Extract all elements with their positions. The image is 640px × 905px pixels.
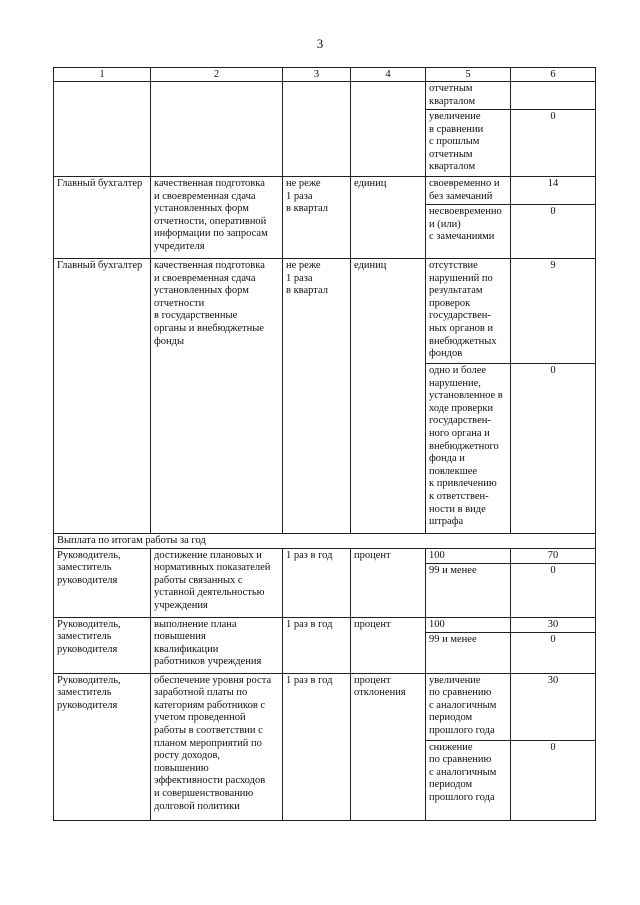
cell-score: 0 — [511, 563, 596, 617]
table-row — [54, 617, 596, 632]
table-row — [54, 259, 596, 364]
cell-unit: процент отклонения — [351, 673, 426, 820]
cell-position: Главный бухгалтер — [54, 259, 151, 534]
cell-score: 0 — [511, 205, 596, 259]
cell-condition: увеличение по сравнению с аналогичным периодом прошлого года — [426, 673, 511, 740]
cell-condition: увеличение в сравнении с прошлым отчетным кварталом — [426, 110, 511, 177]
cell-position: Руководитель, заместитель руководителя — [54, 617, 151, 673]
cell-position — [54, 82, 151, 177]
cell-criterion: обеспечение уровня роста заработной платы по категориям работников с учетом проведенной работы в соответствии с планом мероприятий по росту доходов, повышению эффективности расходов и совершенствованию долговой политики — [151, 673, 283, 820]
cell-score: 30 — [511, 673, 596, 740]
cell-criterion: качественная подготовка и своевременная сдача установленных форм отчетности в государственные органы и внебюджетные фонды — [151, 259, 283, 534]
cell-condition: 99 и менее — [426, 632, 511, 673]
cell-period: не реже 1 раза в квартал — [283, 259, 351, 534]
cell-condition: 99 и менее — [426, 563, 511, 617]
cell-period: не реже 1 раза в квартал — [283, 177, 351, 259]
cell-score: 70 — [511, 548, 596, 563]
table-row — [54, 548, 596, 563]
cell-condition: своевременно и без замечаний — [426, 177, 511, 205]
cell-unit: процент — [351, 548, 426, 617]
cell-unit — [351, 82, 426, 177]
cell-score: 30 — [511, 617, 596, 632]
cell-unit: единиц — [351, 177, 426, 259]
cell-criterion — [151, 82, 283, 177]
cell-score: 0 — [511, 364, 596, 534]
cell-period: 1 раз в год — [283, 673, 351, 820]
cell-condition: несвоевременно и (или) с замечаниями — [426, 205, 511, 259]
section-title: Выплата по итогам работы за год — [54, 534, 596, 549]
table-row — [54, 82, 596, 110]
col-header-2: 2 — [151, 68, 283, 82]
cell-period: 1 раз в год — [283, 548, 351, 617]
cell-period: 1 раз в год — [283, 617, 351, 673]
cell-position: Главный бухгалтер — [54, 177, 151, 259]
header-row — [54, 68, 596, 82]
col-header-1: 1 — [54, 68, 151, 82]
section-row — [54, 534, 596, 549]
col-header-3: 3 — [283, 68, 351, 82]
col-header-5: 5 — [426, 68, 511, 82]
cell-criterion: выполнение плана повышения квалификации работников учреждения — [151, 617, 283, 673]
cell-score: 0 — [511, 110, 596, 177]
table-row — [54, 673, 596, 740]
cell-score: 0 — [511, 632, 596, 673]
cell-score — [511, 82, 596, 110]
cell-score: 14 — [511, 177, 596, 205]
cell-unit: единиц — [351, 259, 426, 534]
cell-position: Руководитель, заместитель руководителя — [54, 673, 151, 820]
cell-condition: 100 — [426, 548, 511, 563]
col-header-6: 6 — [511, 68, 596, 82]
cell-condition: отчетным кварталом — [426, 82, 511, 110]
cell-condition: одно и более нарушение, установленное в ходе проверки государствен- ного органа и внебюджетного фонда и повлекшее к привлечению к ответствен- ности в виде штрафа — [426, 364, 511, 534]
cell-condition: 100 — [426, 617, 511, 632]
cell-criterion: качественная подготовка и своевременная сдача установленных форм отчетности, оперативной информации по запросам учредителя — [151, 177, 283, 259]
table-row — [54, 177, 596, 205]
cell-criterion: достижение плановых и нормативных показателей работы связанных с уставной деятельностью учреждения — [151, 548, 283, 617]
cell-unit: процент — [351, 617, 426, 673]
cell-position: Руководитель, заместитель руководителя — [54, 548, 151, 617]
col-header-4: 4 — [351, 68, 426, 82]
cell-condition: снижение по сравнению с аналогичным периодом прошлого года — [426, 740, 511, 820]
cell-score: 9 — [511, 259, 596, 364]
criteria-table — [53, 67, 596, 821]
cell-period — [283, 82, 351, 177]
page-number: 3 — [316, 36, 324, 51]
cell-score: 0 — [511, 740, 596, 820]
cell-condition: отсутствие нарушений по результатам проверок государствен- ных органов и внебюджетных фондов — [426, 259, 511, 364]
